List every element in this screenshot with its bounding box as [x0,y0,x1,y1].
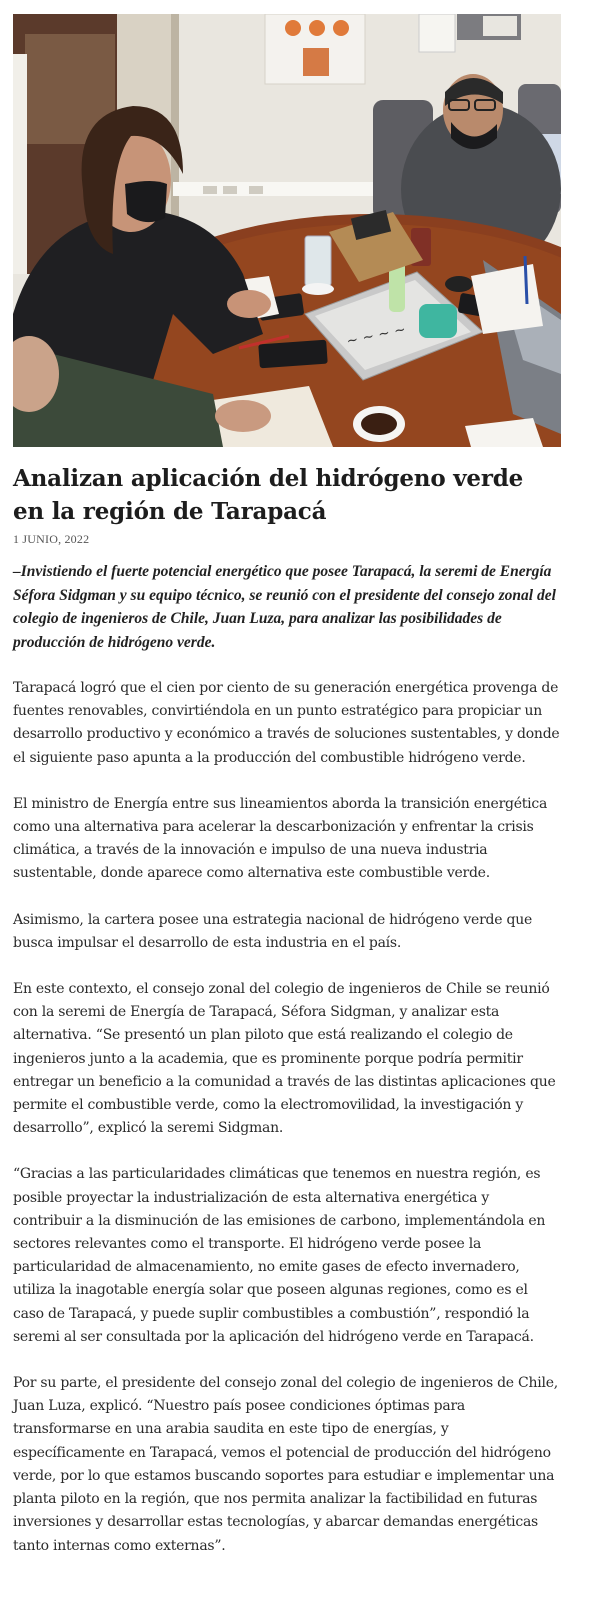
paragraph: El ministro de Energía entre sus lineamientos aborda la transición energética como una alternativa para acelerar la descarbonización y enfrentar la crisis climática, a través de la innovación e impulso de una nueva industria sustentable, donde aparece como alternativa este combustible verde. [13,795,548,882]
article [13,0,561,1558]
meeting-photo [13,14,561,447]
paragraph: Por su parte, el presidente del consejo zonal del colegio de ingenieros de Chile, Juan Luza, explicó. “Nuestro país posee condiciones óptimas para transformarse en una arabia saudita en este tipo de energías, y específicamente en Tarapacá, vemos el potencial de producción del hidrógeno verde, por lo que estamos buscando soportes para estudiar e implementar una planta piloto en la región, que nos permita analizar la factibilidad en futuras inversiones y desarrollar estas tecnologías, y abarcar demandas energéticas tanto internas como externas”. [13,1375,558,1554]
paragraph: Asimismo, la cartera posee una estrategia nacional de hidrógeno verde que busca impulsar el desarrollo de esta industria en el país. [13,911,532,951]
article-title: Analizan aplicación del hidrógeno verde en la región de Tarapacá [13,465,524,525]
article-lead: –Invistiendo el fuerte potencial energético que posee Tarapacá, la seremi de Energía Séfora Sidgman y su equipo técnico, se reunió con el presidente del consejo zonal del colegio de ingenieros de Chile, Juan Luza, para analizar las posibilidades de producción de hidrógeno verde. [13,563,556,651]
paragraph: “Gracias a las particularidades climáticas que tenemos en nuestra región, es posible proyectar la industrialización de esta alternativa energética y contribuir a la disminución de las emisiones de carbono, implementándola en sectores relevantes como el transporte. El hidrógeno verde posee la particularidad de almacenamiento, no emite gases de efecto invernadero, utiliza la inagotable energía solar que poseen algunas regiones, como es el caso de Tarapacá, y puede suplir combustibles a combustión”, respondió la seremi al ser consultada por la aplicación del hidrógeno verde en Tarapacá. [13,1166,546,1345]
paragraph: Tarapacá logró que el cien por ciento de su generación energética provenga de fuentes renovables, convirtiéndola en un punto estratégico para propiciar un desarrollo productivo y económico a través de soluciones sustentables, y donde el siguiente paso apunta a la producción del combustible hidrógeno verde. [13,680,560,766]
paragraph: En este contexto, el consejo zonal del colegio de ingenieros de Chile se reunió con la seremi de Energía de Tarapacá, Séfora Sidgman, y analizar esta alternativa. “Se presentó un plan piloto que está realizando el colegio de ingenieros junto a la academia, que es prominente porque podría permitir entregar un beneficio a la comunidad a través de las distintas aplicaciones que permite el combustible verde, como la electromovilidad, la investigación y desarrollo”, explicó la seremi Sidgman. [13,981,556,1137]
publish-date: 1 JUNIO, 2022 [13,532,90,546]
svg-text:~ ~ ~ ~: ~ ~ ~ ~ [345,321,408,350]
